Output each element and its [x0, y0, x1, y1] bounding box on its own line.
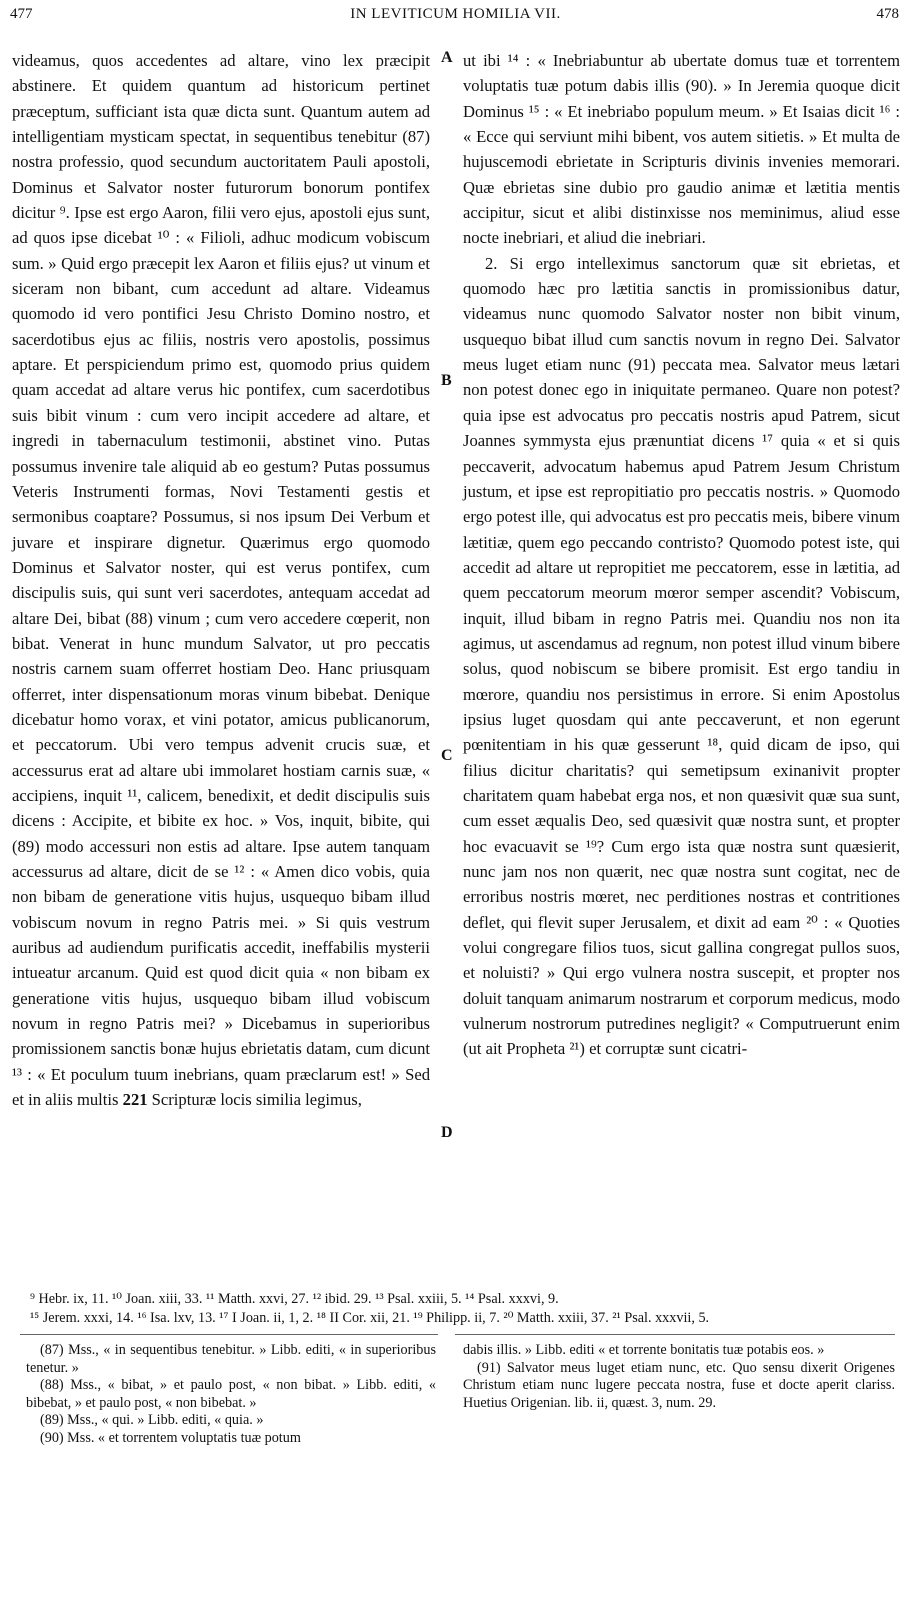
notes-divider-right — [455, 1334, 895, 1335]
footnote-90-continued: dabis illis. » Libb. editi « et torrente bonitatis tuæ potabis eos. » — [463, 1342, 825, 1358]
footnote-89: (89) Mss., « qui. » Libb. editi, « quia. » — [40, 1412, 264, 1429]
margin-letter-b: B — [441, 372, 452, 389]
footnote-90: (90) Mss. « et torrentem voluptatis tuæ potum — [40, 1429, 301, 1446]
left-column — [12, 48, 430, 1112]
left-paragraph-1-text: videamus, quos accedentes ad altare, vino lex præcipit abstinere. Et quidem quantum ad historicum pertinet præceptum, sufficiant ista quæ dicta sunt. Quantum autem ad intelligentiam mysticam spectat, in sequentibus tenebitur (87) nostra professio, quod secundum auctoritatem Pauli apostoli, Dominus et Salvator noster futurorum bonorum pontifex dicitur ⁹. Ipse est ergo Aaron, filii vero ejus, apostoli ejus sunt, ad quos ipse dicebat ¹⁰ : « Filioli, adhuc modicum vobiscum sum. » Quid ergo præcepit lex Aaron et filiis ejus? ut vinum et siceram non bibant, cum accedunt ad altare. Videamus quomodo id vero pontifici Jesu Christo Domino nostro, et sacerdotibus ejus ac filiis, nostris vero apostolis, possimus aptare. Et perspiciendum primo est, quomodo prius quidem quam accedat ad altare verus hic pontifex, cum sacerdotibus suis bibit vinum : cum vero incipit accedere ad altare, et ingredi in tabernaculum testimonii, abstinet vino. Putas possumus invenire tale aliquid ab eo gestum? Putas possumus Veteris Instrumenti formas, Novi Testamenti gestis et sermonibus coaptare? Possumus, si nos ipsum Dei Verbum et juvare et inspirare dignetur. Quærimus ergo quomodo Dominus et Salvator noster, qui est verus pontifex, cum discipulis suis, qui sunt veri sacerdotes, antequam accedat ad altare Dei, bibat (88) vinum ; cum vero accedere cœperit, non bibat. Venerat in hunc mundum Salvator, ut pro peccatis nostris carnem suam offerret hostiam Deo. Hanc priusquam offerret, inter dispensationum moras vinum bibebat. Denique dicebatur homo vorax, et vini potator, amicus publicanorum, et peccatorum. Ubi vero tempus advenit crucis suæ, et accessurus erat ad altare ubi immolaret hostiam carnis suæ, « accipiens, inquit ¹¹, calicem, benedixit, et dedit discipulis suis dicens : Accipite, et bibite ex hoc. » Vos, inquit, bibite, qui (89) modo accessuri non estis ad altare. Ipse autem tanquam accessurus ad altare, dicit de se ¹² : « Amen dico vobis, quia non bibam de generatione vitis hujus, usquequo bibam illud vobiscum novum in regno Patris mei. » Si quis vestrum auribus ad audiendum purificatis accedit, ineffabilis mysterii intueatur arcanum. Quid est quod dicit quia « non bibam ex generatione vitis hujus, usquequo bibam illud vobiscum novum in regno Patris mei? » Dicebamus in superioribus promissionem sanctis bonæ hujus ebrietatis datam, cum dicunt ¹³ : « Et poculum tuum inebrians, quam præclarum est! » Sed et in aliis multis — [12, 51, 430, 1110]
footnote-87: (87) Mss., « in sequentibus tenebitur. » Libb. editi, « in superioribus tenetur. » — [26, 1342, 436, 1376]
page-header — [0, 0, 911, 32]
notes-divider-left — [20, 1334, 438, 1335]
margin-letter-c: C — [441, 747, 453, 764]
scripture-references — [30, 1290, 890, 1328]
left-paragraph-1 — [12, 48, 430, 1112]
right-paragraph-2: 2. Si ergo intelleximus sanctorum quæ sit ebrietas, et quomodo hæc pro lætitia sanctis in promissionibus datur, videamus nunc quomodo Salvator noster non bibit vinum, usquequo bibat illud cum sanctis novum in regno Dei. Salvator meus luget etiam nunc (91) peccata mea. Salvator meus lætari non potest donec ego in iniquitate permaneo. Quare non potest? quia ipse est advocatus pro peccatis nostris apud Patrem, sicut Joannes symmysta ejus prænuntiat dicens ¹⁷ quia « et si quis peccaverit, advocatum habemus apud Patrem Jesum Christum justum, et ipse est repropitiatio pro peccatis nostris. » Quomodo ergo potest ille, qui advocatus est pro peccatis meis, bibere vinum lætitiæ, quem ego peccando contristo? Quomodo potest iste, qui accedit ad altare ut repropitiet me peccatorem, esse in lætitia, ad quem peccatorum meorum mœror semper ascendit? Vobiscum, inquit, illud bibam in regno Patris mei. Quandiu nos non ita agimus, ut ascendamus ad regnum, non potest illud vinum bibere solus, quod nobiscum se bibere promisit. Est ergo tandiu in mœrore, quandiu nos persistimus in errore. Si enim Apostolus ipsius luget quosdam qui ante peccaverunt, et non egerunt pœnitentiam in his quæ gesserunt ¹⁸, quid dicam de ipso, qui filius dicitur charitatis? qui semetipsum exinanivit propter charitatem quam habebat erga nos, et non quæsivit quæ sua sunt, cum esset æqualis Deo, sed quæsivit quæ nostra sunt, et propter hoc evacuavit se ¹⁹? Cum ergo ista quæ nostra sunt quæsierit, nunc jam nos non quærit, nec quæ nostra sunt cogitat, nec de erroribus nostris mœret, nec perditiones nostras et contritiones deflet, qui flevit super Jerusalem, et dixit ad eam ²⁰ : « Quoties volui congregare filios tuos, sicut gallina congregat pullos suos, et noluisti? » Qui ergo vulnera nostra suscepit, et propter nos doluit tanquam animarum nostrarum et corporum medicus, modo vulnerum nostrorum putredines negligit? « Computruerunt enim (ut ait Propheta ²¹) et corruptæ sunt cicatri- — [463, 253, 900, 1059]
references-line-2: ¹⁵ Jerem. xxxi, 14. ¹⁶ Isa. lxv, 13. ¹⁷ I Joan. ii, 1, 2. ¹⁸ II Cor. xii, 21. ¹⁹ Philipp. ii, 7. ²⁰ Matth. xxiii, 37. ²¹ Psal. xxxvii, 5. — [30, 1310, 710, 1326]
footnotes-left — [26, 1342, 436, 1448]
plate-number: 221 — [122, 1090, 148, 1110]
running-title: IN LEVITICUM HOMILIA VII. — [350, 6, 561, 22]
page-number-left: 477 — [10, 6, 33, 22]
footnote-88: (88) Mss., « bibat, » et paulo post, « non bibat. » Libb. editi, « bibebat, » et paulo post, « non bibebat. » — [26, 1377, 436, 1411]
footnote-91: (91) Salvator meus luget etiam nunc, etc. Quo sensu dixerit Origenes Christum etiam nunc lugere peccata nostra, fuse et docte aperit clariss. Huetius Origenian. lib. ii, quæst. 3, num. 29. — [463, 1359, 895, 1411]
footnotes-right — [463, 1342, 895, 1412]
margin-letter-d: D — [441, 1124, 453, 1141]
page-number-right: 478 — [876, 6, 899, 22]
right-paragraph-1: ut ibi ¹⁴ : « Inebriabuntur ab ubertate domus tuæ et torrentem voluptatis tuæ potum dabis illis (90). » In Jeremia quoque dicit Dominus ¹⁵ : « Et inebriabo populum meum. » Et Isaias dicit ¹⁶ : « Ecce qui serviunt mihi bibent, vos autem sitietis. » Et multa de hujuscemodi ebrietate in Scripturis divinis invenies memorari. Quæ ebrietas sine dubio pro gaudio animæ et lætitia mentis accipitur, sicut et alibi distinxisse nos meminimus, aliud esse nocte inebriari, et aliud die inebriari. — [463, 51, 900, 248]
margin-letter-a: A — [441, 49, 453, 66]
left-paragraph-1-end: Scripturæ locis similia legimus, — [147, 1090, 362, 1110]
references-line-1: ⁹ Hebr. ix, 11. ¹⁰ Joan. xiii, 33. ¹¹ Matth. xxvi, 27. ¹² ibid. 29. ¹³ Psal. xxiii, 5. ¹⁴ Psal. xxxvi, 9. — [30, 1291, 559, 1307]
right-column — [463, 48, 900, 1062]
